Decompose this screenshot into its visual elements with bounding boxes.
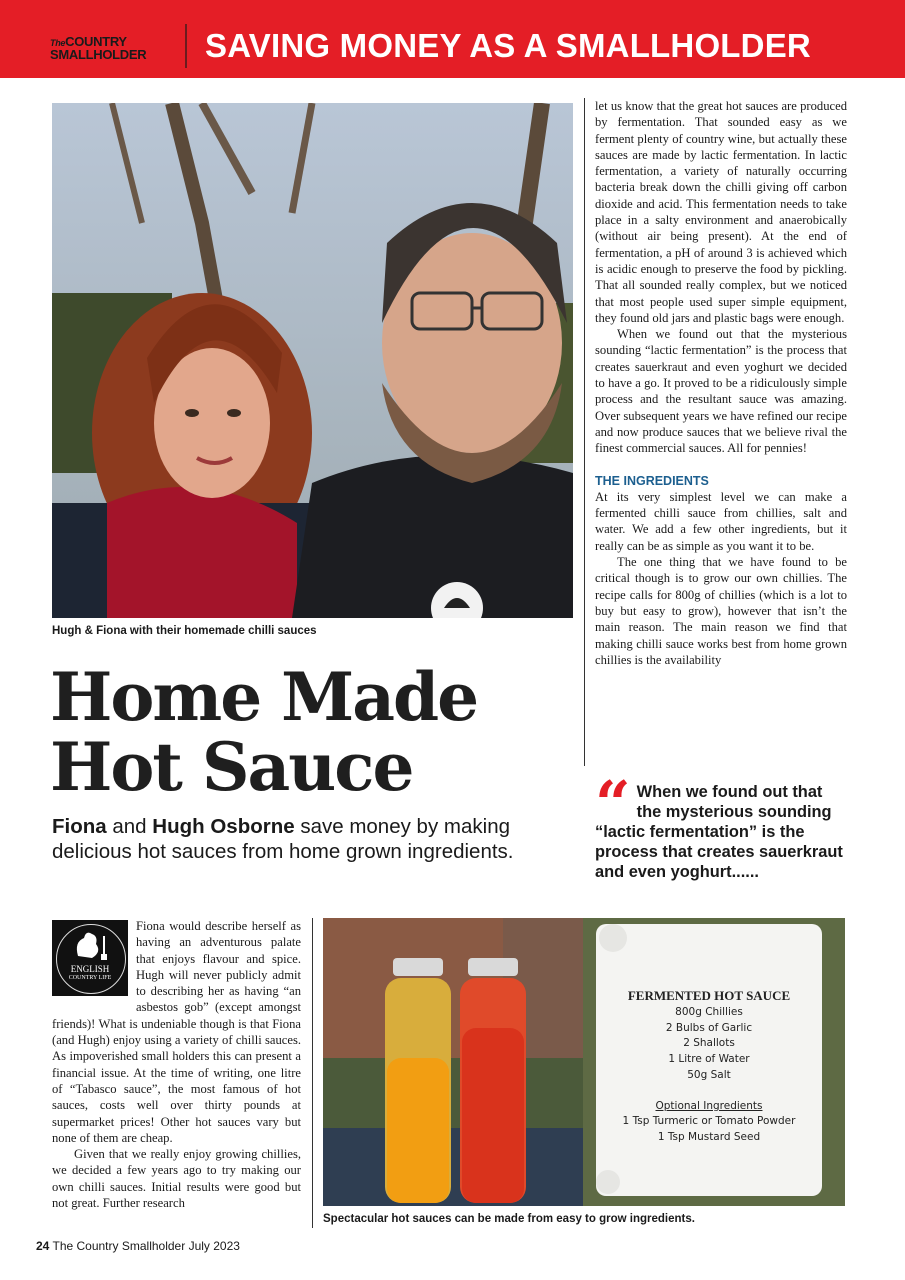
body-paragraph: let us know that the great hot sauces are produced by fermentation. That sounded easy as we ferment plenty of country wine, but actually these sauces are made by lactic fermentation. In lactic fermentation, a variety of naturally occurring bacteria break down the chilli giving off carbon dioxide and acid. This fermentation needs to take place in a salty environment and anaerobically (without air being present). At the end of fermentation, a pH of around 3 is achieved which is acidic enough to preserve the food by pickling. That all sounded really complex, but we noticed that most people used super simple equipment, they found old jars and plastic bags were enough. [595, 99, 847, 325]
body-paragraph: When we found out that the mysterious sounding “lactic fermentation” is the process that creates sauerkraut and even yoghurt we decided to have a go. It proved to be a ridiculously simple process and the resultant sauce was amazing. Over subsequent years we have refined our recipe and now produce sauces that we believe rival the finest commercial sauces. All for pennies! [595, 327, 847, 456]
recipe-ingredient: 2 Bulbs of Garlic [665, 1022, 753, 1034]
standfirst: Fiona and Hugh Osborne save money by making delicious hot sauces from home grown ingredients. [52, 815, 514, 863]
recipe-ingredient: 1 Litre of Water [668, 1053, 750, 1065]
column-rule [584, 98, 585, 766]
page-footer [36, 1239, 240, 1253]
body-paragraph: Given that we really enjoy growing chillies, we decided a few years ago to try making our own chilli sauces. Initial results were good but not great. Further research [52, 1147, 301, 1211]
footer-issue: July 2023 [188, 1239, 240, 1253]
body-paragraph: At its very simplest level we can make a fermented chilli sauce from chillies, salt and water. We add a few other ingredients, but it really can be as simple as you want it to be. [595, 489, 847, 553]
header-divider [185, 24, 187, 68]
recipe-ingredient: 800g Chillies [675, 1006, 743, 1018]
recipe-title: FERMENTED HOT SAUCE [627, 988, 791, 1003]
recipe-optional-ingredient: 1 Tsp Turmeric or Tomato Powder [622, 1115, 796, 1127]
couple-photo [52, 103, 573, 618]
pull-quote: “ When we found out that the mysterious sounding “lactic fermentation” is the process that creates sauerkraut and even yoghurt...... [595, 767, 843, 881]
recipe-ingredient: 50g Salt [687, 1069, 731, 1081]
body-paragraph: Fiona would describe herself as having an adventurous palate that enjoys flavour and spice. Hugh will never publicly admit to describing her as having “an asbestos gob” (except amongst friends)! What is undeniable though is that Fiona (and Hugh) enjoy using a variety of chilli sauces. As impoverished small holders this can present a financial issue. At the time of writing, one litre of “Tabasco sauce”, the most famous of hot sauces, costs well over thirty pounds at supermarket prices! Other hot sauces vary but none of them are cheap. [52, 919, 301, 1145]
section-title: SAVING MONEY AS A SMALLHOLDER [205, 27, 811, 64]
section-header-bar [0, 0, 905, 78]
article-headline: Home Made Hot Sauce [50, 658, 478, 806]
left-column-text [52, 918, 301, 1211]
recipe-optional-heading: Optional Ingredients [655, 1100, 763, 1112]
recipe-photo-caption: Spectacular hot sauces can be made from easy to grow ingredients. [323, 1213, 695, 1225]
page-number: 24 [36, 1239, 50, 1253]
body-paragraph: The one thing that we have found to be critical though is to grow our own chillies. The recipe calls for 800g of chillies (which is a lot to buy but easy to grow), however that isn’t the main reason. The main reason we find that making chilli sauce works best from home grown chillies is the availability [595, 555, 847, 667]
right-column-text [595, 98, 847, 668]
recipe-card [596, 922, 822, 1194]
photo-caption: Hugh & Fiona with their homemade chilli sauces [52, 625, 317, 637]
recipe-optional-ingredient: 1 Tsp Mustard Seed [657, 1131, 761, 1143]
english-country-life-logo: ENGLISH COUNTRY LIFE [52, 920, 128, 996]
footer-publication: The Country Smallholder [52, 1239, 186, 1253]
recipe-ingredient: 2 Shallots [683, 1037, 735, 1049]
quote-mark-icon: “ [595, 767, 631, 840]
magazine-logo: TheCOUNTRY SMALLHOLDER [50, 34, 147, 62]
subhead-ingredients: THE INGREDIENTS [595, 473, 709, 488]
column-rule [312, 918, 313, 1228]
